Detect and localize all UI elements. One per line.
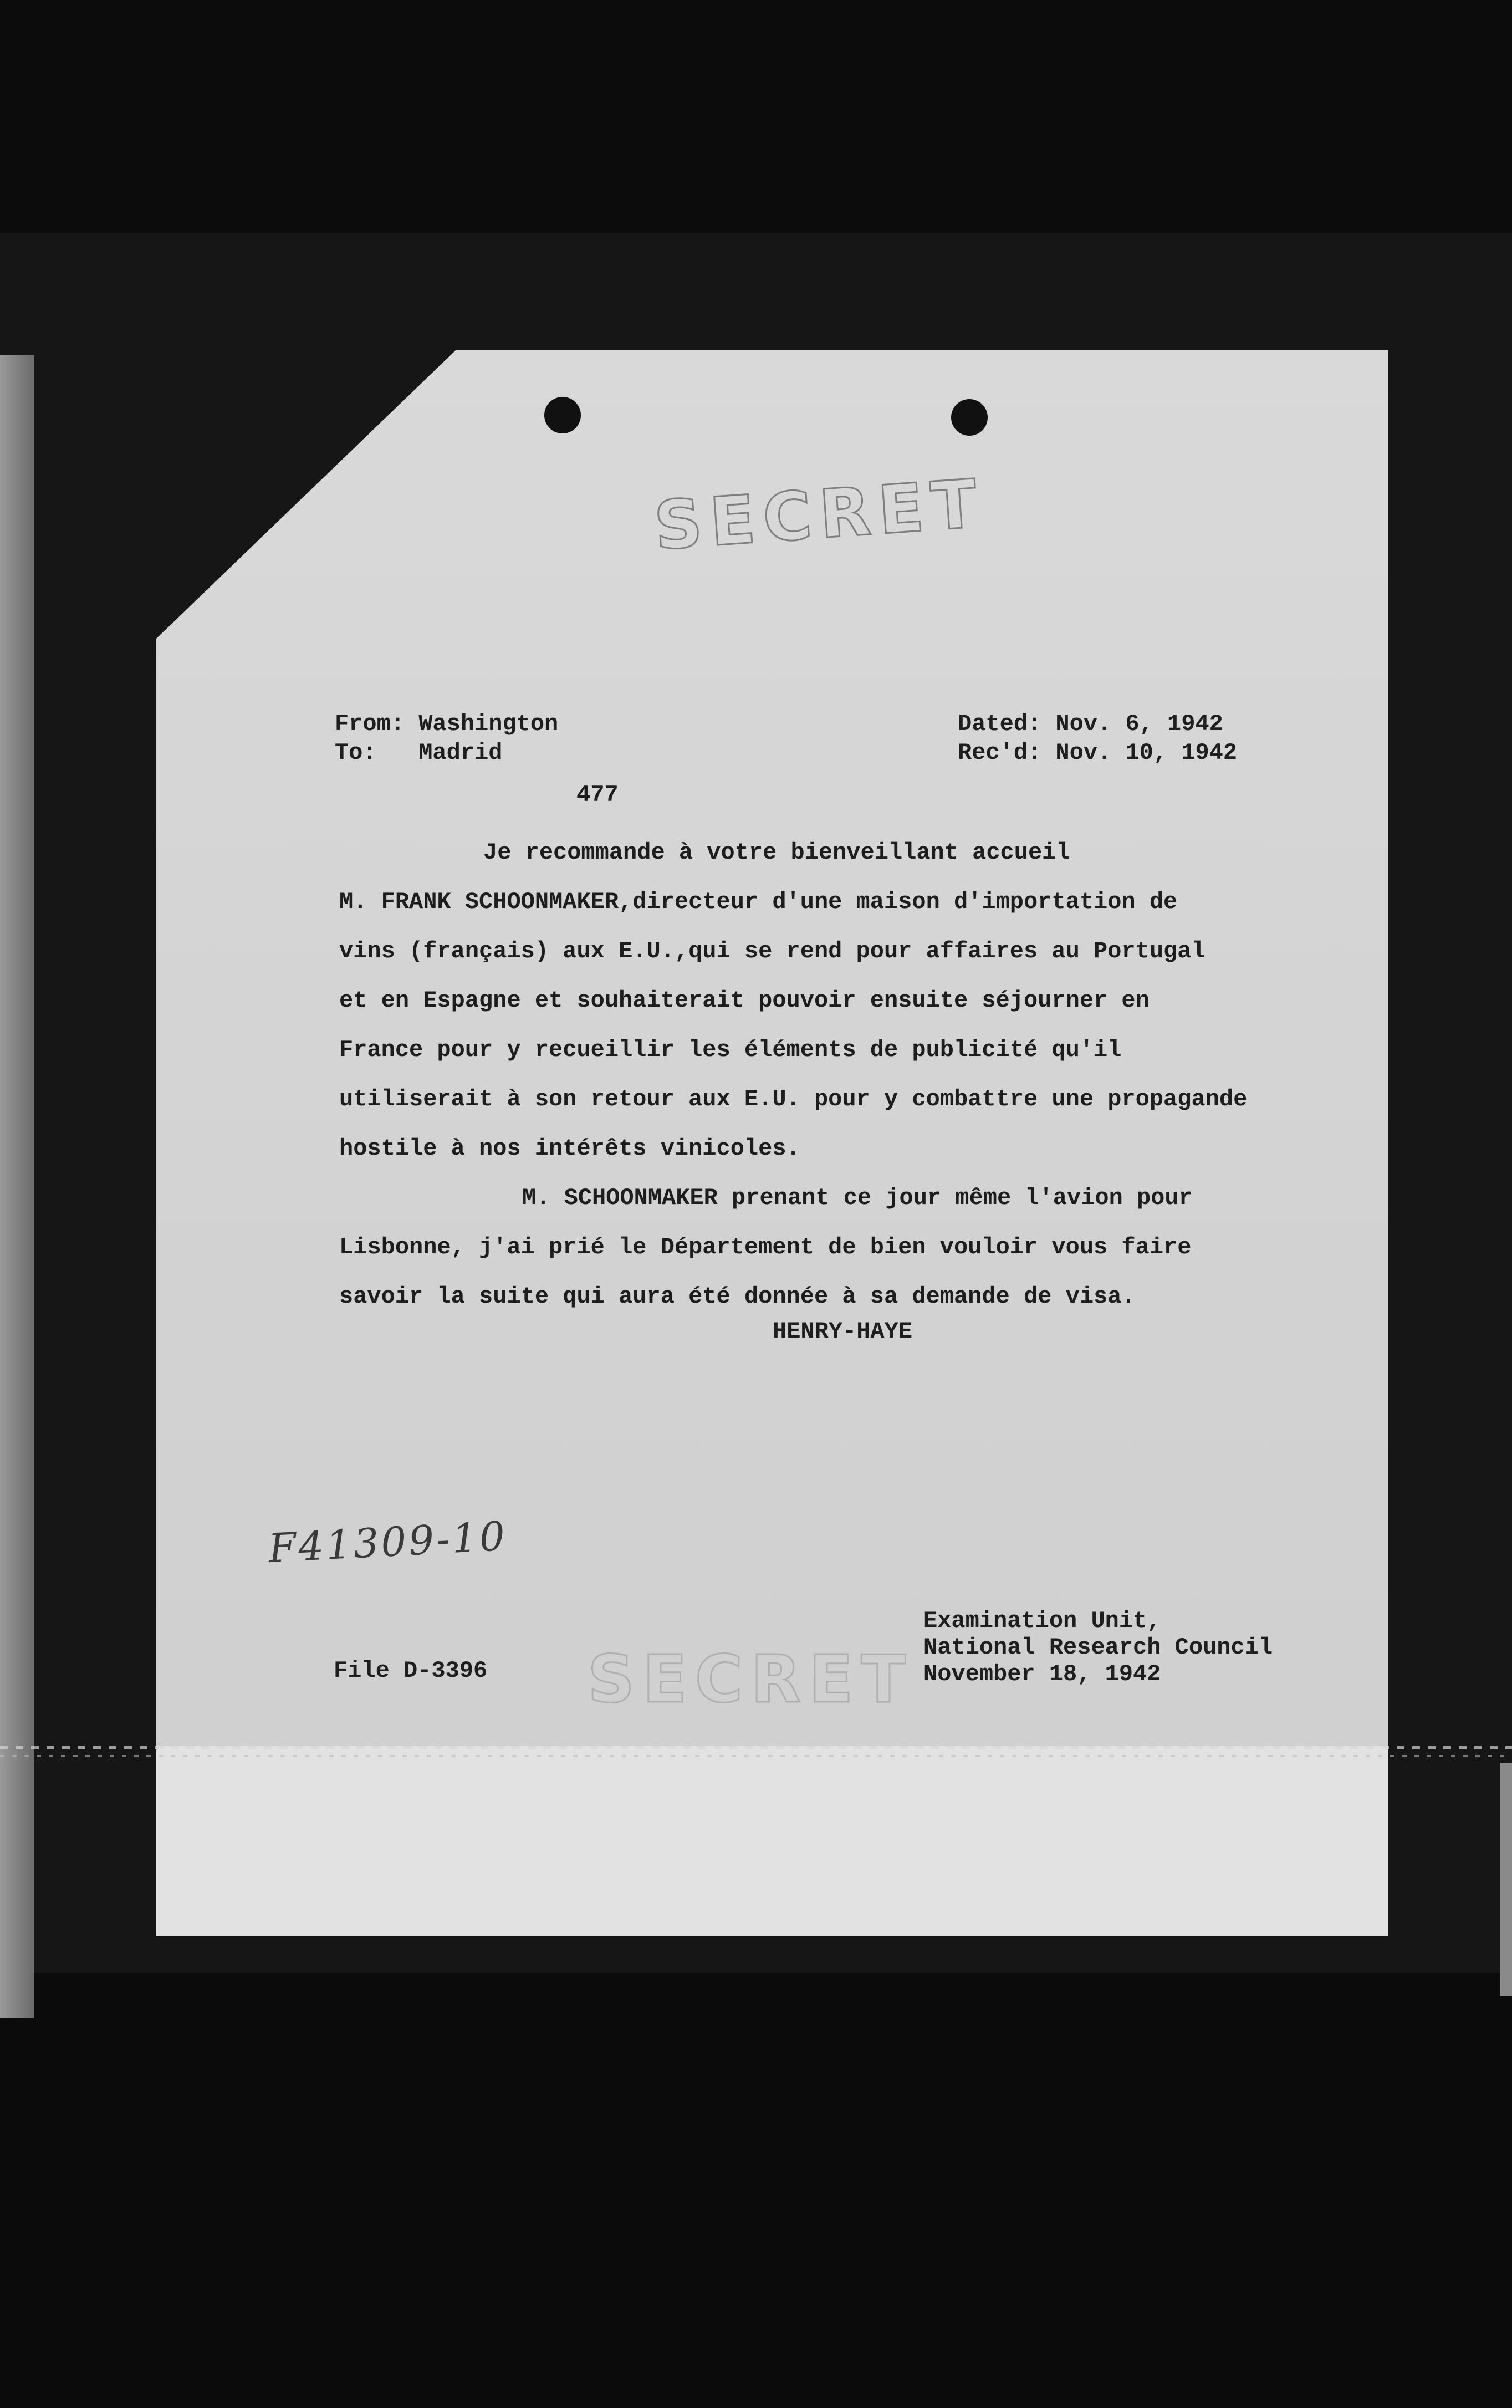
to-line: To: Madrid: [335, 739, 503, 766]
message-body: [339, 828, 1315, 1322]
handwritten-file-code: F41309-10: [267, 1512, 508, 1572]
film-top-band: [0, 0, 1512, 233]
message-number: 477: [576, 782, 619, 808]
secret-stamp-top: SECRET: [651, 465, 987, 565]
scan-line-secondary: [0, 1755, 1512, 1757]
exam-line-3: November 18, 1942: [923, 1661, 1161, 1687]
exam-line-2: National Research Council: [923, 1634, 1273, 1661]
adjacent-frame-right-edge: [1500, 1763, 1512, 1996]
punch-hole-right: [951, 399, 988, 436]
body-line: Je recommande à votre bienveillant accueil: [483, 839, 1070, 866]
body-line: M. SCHOONMAKER prenant ce jour même l'avion pour: [522, 1185, 1193, 1211]
secret-stamp-bottom: SECRET: [588, 1641, 914, 1717]
received-line: Rec'd: Nov. 10, 1942: [958, 739, 1238, 766]
body-line: vins (français) aux E.U.,qui se rend pour affaires au Portugal: [339, 938, 1205, 965]
film-bottom-band: [0, 1973, 1512, 2408]
body-line: savoir la suite qui aura été donnée à sa demande de visa.: [339, 1283, 1136, 1310]
document-page-lower-strip: [156, 1746, 1388, 1936]
dated-line: Dated: Nov. 6, 1942: [958, 711, 1223, 737]
body-line: France pour y recueillir les éléments de publicité qu'il: [339, 1037, 1122, 1063]
file-number: File D-3396: [334, 1657, 488, 1684]
body-line: hostile à nos intérêts vinicoles.: [339, 1135, 800, 1162]
scan-line: [0, 1746, 1512, 1749]
from-to-block: [335, 710, 558, 767]
from-line: From: Washington: [335, 711, 559, 737]
dates-block: [958, 710, 1237, 767]
body-line: M. FRANK SCHOONMAKER,directeur d'une maison d'importation de: [339, 889, 1178, 915]
examination-unit-block: [923, 1608, 1273, 1687]
signature: HENRY-HAYE: [773, 1318, 913, 1345]
body-line: Lisbonne, j'ai prié le Département de bien vouloir vous faire: [339, 1234, 1192, 1261]
body-line: et en Espagne et souhaiterait pouvoir ensuite séjourner en: [339, 987, 1150, 1014]
body-line: utiliserait à son retour aux E.U. pour y combattre une propagande: [339, 1086, 1248, 1113]
exam-line-1: Examination Unit,: [923, 1608, 1161, 1634]
adjacent-frame-left-edge: [0, 355, 34, 2018]
punch-hole-left: [544, 397, 581, 433]
